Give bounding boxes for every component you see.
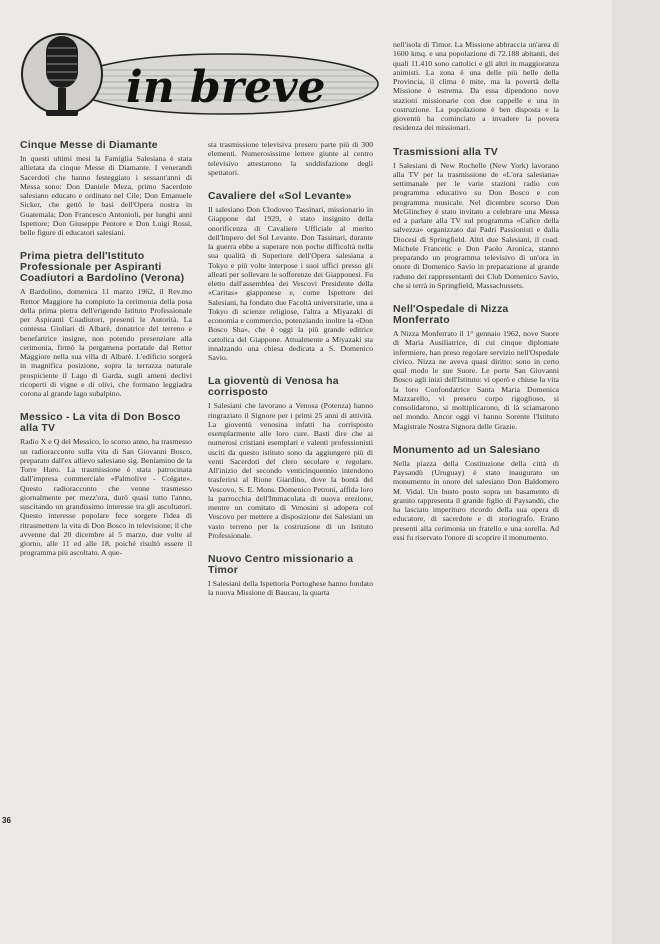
column-1 bbox=[20, 140, 192, 572]
page-edge-shadow bbox=[612, 0, 660, 944]
article bbox=[208, 554, 373, 598]
article-body: sta trasmissione televisiva presero parte più di 300 elementi. Numerosissime lettere giunte al centro televisivo attestarono la soddisfazione degli spettatori. bbox=[208, 140, 373, 177]
article bbox=[393, 445, 559, 542]
article-title: Nell'Ospedale di Nizza Monferrato bbox=[393, 303, 509, 326]
article bbox=[393, 304, 559, 431]
article-body: I Salesiani della Ispettoria Portoghese hanno fondato la nuova Missione di Baucau, la quarta bbox=[208, 579, 373, 598]
article-title: La gioventù di Venosa ha corrisposto bbox=[208, 375, 339, 399]
article bbox=[20, 412, 192, 557]
article bbox=[208, 140, 373, 177]
article-body: A Bardolino, domenica 11 marzo 1962, il Rev.mo Rettor Maggiore ha compiuto la cerimonia della posa della prima pietra dell'erigendo Istituto Professionale per Aspiranti Coadiutori, presenti le Autorità. La contessa Giuliari di Albarè, donatrice del terreno e benefattrice insigne, non potendo presenziare alla cerimonia, firmò la pergamena portatale dal Rettor Maggiore nella sua villa di Albarè. L'edificio sorgerà in magnifica posizione, sopra la terrazza naturale prospiciente il Lago di Garda, sugli ameni declivi ricoperti di vigne e di olivi, che formano leggiadra corona al grande lago subalpino. bbox=[20, 287, 192, 398]
article-body: I Salesiani che lavorano a Venosa (Potenza) hanno ringraziato il Signore per i primi 25 anni di attività. La gioventù venosina infatti ha corrisposto esemplarmente alle loro cure. Basti dire che ai numerosi cristiani esemplari e valenti professionisti usciti da questo istituto sono da aggiungere più di venti Sacerdoti del clero secolare e regolare. All'inizio del secondo venticinquennio intendono trasferirsi al Rione Giardino, dove la bontà del Vescovo, S. E. Mons. Domenico Petroni, affida loro la parrocchia dell'Immacolata di nuova erezione, mentre un comitato di Venosini si adopera col Vescovo per mettere a disposizione dei Salesiani un vasto terreno per la costruzione di un Istituto Professionale. bbox=[208, 401, 373, 540]
article-body: In questi ultimi mesi la Famiglia Salesiana è stata allietata da cinque Messe di Diamante. I venerandi Sacerdoti che hanno festeggiato i sessant'anni di Messa sono: Don Daniele Meza, primo Sacerdote salesiano educato e ordinato nel Cile; Don Emanuele Sicker, che gettò le basi dell'Opera nostra in Guatemala; Don Francesco Antonioli, per lunghi anni Ispettore; Don Giuseppe Pentore e Don Luigi Rossi, belle figure di educatori salesiani. bbox=[20, 154, 192, 237]
article-title: Prima pietra dell'Istituto Professionale per Aspiranti Coadiutori a Bardolino (Verona) bbox=[20, 250, 185, 285]
column-2 bbox=[208, 140, 373, 612]
article-title: Cinque Messe di Diamante bbox=[20, 139, 158, 151]
article-title: Messico - La vita di Don Bosco alla TV bbox=[20, 411, 181, 435]
article bbox=[20, 251, 192, 398]
page-number: 36 bbox=[2, 816, 11, 825]
article bbox=[208, 191, 373, 362]
article-title: Trasmissioni alla TV bbox=[393, 145, 498, 158]
column-3 bbox=[393, 40, 559, 556]
article-body: A Nizza Monferrato il 1° gennaio 1962, nove Suore di Maria Ausiliatrice, di cui cinque diplomate infermiere, han preso regolare servizio nell'Ospedale civico. Nizza ne aveva quasi diritto: sono in certo qual modo le sue Suore. Le porte San Giovanni Bosco agli inizi dell'Istituto: vi operò e chiuse la vita la loro Confondatrice Santa Maria Domenica Mazzarello, vi presero corpo rigoglioso, si consolidarono, si moltiplicarono, di là sciamarono nel mondo. Ancor oggi vi hanno Sorente l'Istituto Magistrale Nostra Signora delle Grazie. bbox=[393, 329, 559, 431]
masthead-banner bbox=[14, 18, 380, 136]
article-body: I Salesiani di New Rochelle (New York) lavorano alla TV per la trasmissione de «L'ora salesiana» settimanale per le varie stazioni radio con programma educativo su Don Bosco e con programma musicale. Nel dicembre scorso Don McGlinchey è stato invitato a celebrare una Messa ed a parlare alla TV sul programma «Calice della salvezza» organizzato dai Padri Passionisti e dalla Diocesi di Springfield. Altri due Salesiani, il coad. Michele Francetic e Don Paolo Aronica, stanno preparando un programma televisivo di un'ora in onore di Domenico Savio in preparazione al grande raduno dei rappresentanti dei Club Domenico Savio, che si terrà in Springfield, Massachussets. bbox=[393, 160, 559, 290]
article bbox=[393, 147, 559, 291]
article-body: Il salesiano Don Clodoveo Tassinari, missionario in Giappone dal 1929, è stato insignito della onorificenza di Cavaliere Ufficiale al merito dell'Impero del Sol Levante. Don Tassinari, durante la guerra ebbe a superare non poche difficoltà nella sua qualità di Superiore dell'Opera salesiana a Tokyo e più volte interpose i suoi uffici presso gli alleati per sollevare le sofferenze dei Giapponesi. Fu eletto dall'assemblea dei Vescovi Presidente della «Caritas» giapponese e, come Ispettore dei Salesiani, ha fondato due Facoltà universitarie, una a Tokyo di scienze religiose, l'altra a Miyazaki di economia e commercio, potenziando inoltre la «Don Bosco Sha», che è oggi la più grande editrice cattolica del Giappone. Attualmente a Miyazaki sta innalzando una chiesa dedicata a S. Domenico Savio. bbox=[208, 205, 373, 362]
article bbox=[393, 40, 559, 133]
article-body: Radio X e Q del Messico, lo scorso anno, ha trasmesso un radioracconto sulla vita di San Giovanni Bosco, preparato dall'ex allievo salesiano sig. Beniamino de la Torre Haro. La trasmissione è stata patrocinata dall'impresa commerciale «Palmolive - Colgate». Questo radioracconto che venne trasmesso giornalmente per mezz'ora, durò quasi tutto l'anno, suscitando un grandissimo interesse tra gli ascoltatori. Questo interesse popolare fece sorgere l'idea di ritrasmettere la vita di Don Bosco in televisione; il che avvenne dal 20 dicembre al 5 marzo, due volte al giorno, alle 11 ed alle 18, poiché risultò essere il programma più ascoltato. A que- bbox=[20, 437, 192, 558]
article bbox=[20, 140, 192, 237]
article-body: nell'isola di Timor. La Missione abbraccia un'area di 1600 kmq. e una popolazione di 72.188 abitanti, dei quali 11.410 sono cattolici e gli altri in maggioranza animisti. La zona è una delle più belle della Provincia, il clima è mite, ma la povertà della Missione è estrema. Da essa dipendono nove stazioni missionarie con due cappelle e una in costruzione. La popolazione è ben disposta e la gioventù ha cominciato a invadere la povera residenza dei missionari. bbox=[393, 40, 559, 133]
article-title: Nuovo Centro missionario a Timor bbox=[208, 553, 354, 576]
article-title: Cavaliere del «Sol Levante» bbox=[208, 190, 352, 202]
article bbox=[208, 376, 373, 540]
article-title: Monumento ad un Salesiano bbox=[393, 443, 541, 456]
masthead-title: in breve bbox=[126, 62, 326, 113]
article-body: Nella piazza della Costituzione della città di Paysandù (Uruguay) è stato inaugurato un monumento in onore del salesiano Don Baldomero M. Vidal. Un busto posto sopra un basamento di granito rappresenta il grande figlio di Paysandù, che ha lasciato imperituro ricordo della sua opera di educatore, di sacerdote e di storiografo. Erano presenti alla cerimonia un fratello e una sorella. Ad essi fu riservato l'onore di scoprire il monumento. bbox=[393, 458, 559, 542]
